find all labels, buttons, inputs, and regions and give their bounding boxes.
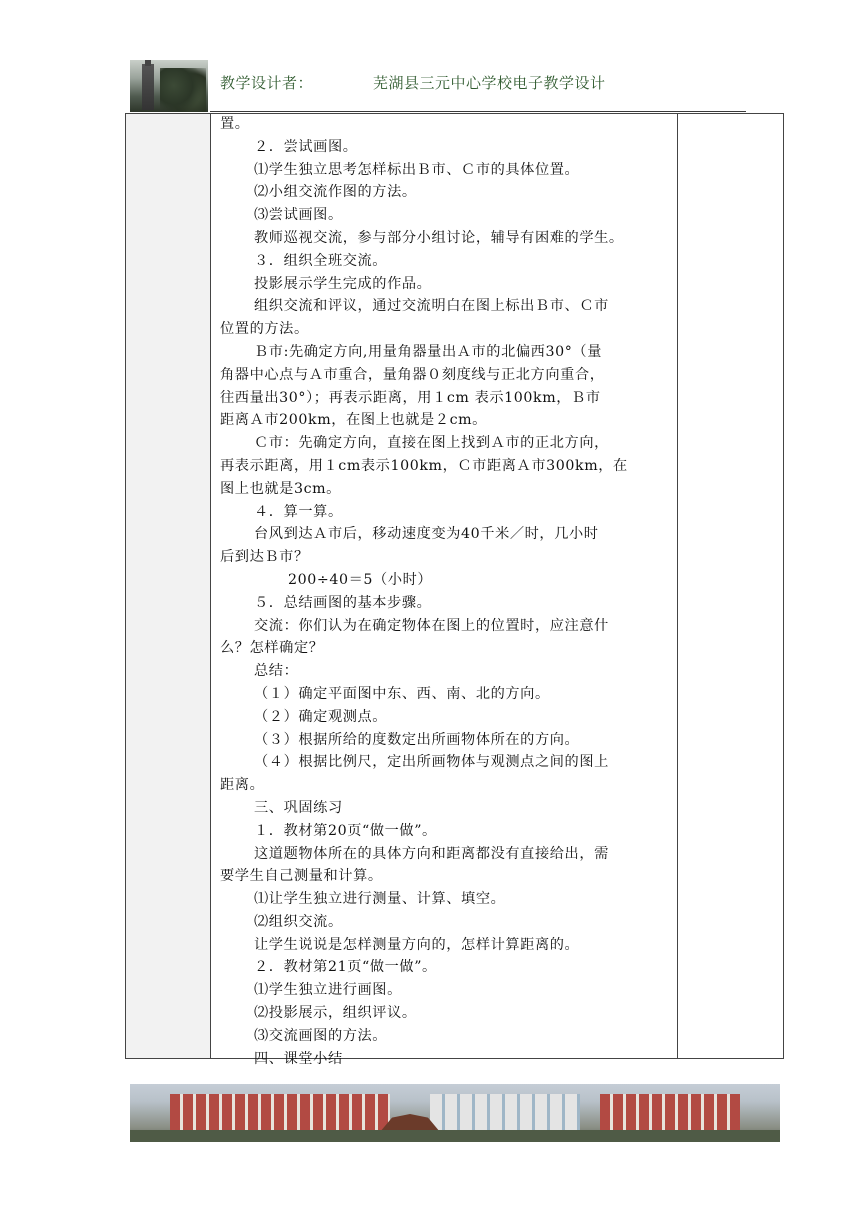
content-line: 置。 [220,116,250,132]
footer-photo [130,1084,780,1142]
content-line: 投影展示学生完成的作品。 [254,275,432,292]
content-line: 三、巩固练习 [254,799,343,816]
content-line: ⑴学生独立思考怎样标出Ｂ市、Ｃ市的具体位置。 [254,161,580,178]
left-column-divider [210,114,211,1058]
footer-building-right [600,1094,740,1134]
content-line: ⑶交流画图的方法。 [254,1027,388,1044]
content-line: ⑵小组交流作图的方法。 [254,184,417,201]
content-line: 四、课堂小结 [254,1050,343,1067]
content-line: ４．算一算。 [254,503,343,520]
content-line: 组织交流和评议，通过交流明白在图上标出Ｂ市、Ｃ市 [254,298,609,315]
content-line: 角器中心点与Ａ市重合，量角器０刻度线与正北方向重合， [220,366,605,383]
content-line: Ｂ市:先确定方向,用量角器量出Ａ市的北偏西30°（量 [254,343,602,360]
content-line: ２．尝试画图。 [254,138,358,155]
content-line: 总结： [254,663,299,680]
content-line: 距离Ａ市200km，在图上也就是２cm。 [220,412,487,429]
content-line: 台风到达Ａ市后，移动速度变为40千米／时，几小时 [254,526,599,543]
content-line: １．教材第20页“做一做”。 [254,822,437,839]
header-photo-tower [142,64,154,110]
content-line: 交流：你们认为在确定物体在图上的位置时，应注意什 [254,617,609,634]
content-line: 教师巡视交流，参与部分小组讨论，辅导有困难的学生。 [254,229,624,246]
footer-building-left [170,1094,390,1134]
content-line: （４）根据比例尺，定出所画物体与观测点之间的图上 [254,754,609,771]
content-line: 让学生说说是怎样测量方向的，怎样计算距离的。 [254,936,580,953]
page-header [130,60,746,112]
header-photo [130,60,208,112]
content-line: 200÷40＝5（小时） [288,571,433,588]
content-line: ⑴让学生独立进行测量、计算、填空。 [254,891,506,908]
content-line: 图上也就是3cm。 [220,480,341,497]
content-line: ⑵组织交流。 [254,913,343,930]
content-line: ２．教材第21页“做一做”。 [254,959,437,976]
school-title: 芜湖县三元中心学校电子教学设计 [373,74,606,92]
content-line: ３．组织全班交流。 [254,252,388,269]
content-line: 这道题物体所在的具体方向和距离都没有直接给出，需 [254,845,609,862]
content-line: 位置的方法。 [220,321,309,338]
content-line: 再表示距离，用１cm表示100km，Ｃ市距离Ａ市300km，在 [220,457,628,474]
content-line: 距离。 [220,777,265,794]
left-column-cell [126,114,210,1058]
footer-building-middle [430,1094,580,1134]
right-column-divider [677,114,678,1058]
content-line: Ｃ市：先确定方向，直接在图上找到Ａ市的正北方向， [254,435,609,452]
header-photo-trees [160,68,206,112]
content-line: （３）根据所给的度数定出所画物体所在的方向。 [254,731,580,748]
content-line: 后到达Ｂ市？ [220,549,309,566]
content-line: ⑶尝试画图。 [254,207,343,224]
content-line: 么？怎样确定？ [220,640,324,657]
lesson-content [220,113,670,1070]
content-line: ⑴学生独立进行画图。 [254,982,402,999]
content-line: ５．总结画图的基本步骤。 [254,594,432,611]
footer-ground [130,1130,780,1142]
header-rule [210,111,746,112]
content-line: 要学生自己测量和计算。 [220,868,383,885]
content-line: （１）确定平面图中东、西、南、北的方向。 [254,685,550,702]
content-line: 往西量出30°）；再表示距离，用１cm 表示100km，Ｂ市 [220,389,601,406]
content-line: （２）确定观测点。 [254,708,388,725]
content-line: ⑵投影展示，组织评议。 [254,1005,417,1022]
designer-label: 教学设计者： [220,74,314,92]
